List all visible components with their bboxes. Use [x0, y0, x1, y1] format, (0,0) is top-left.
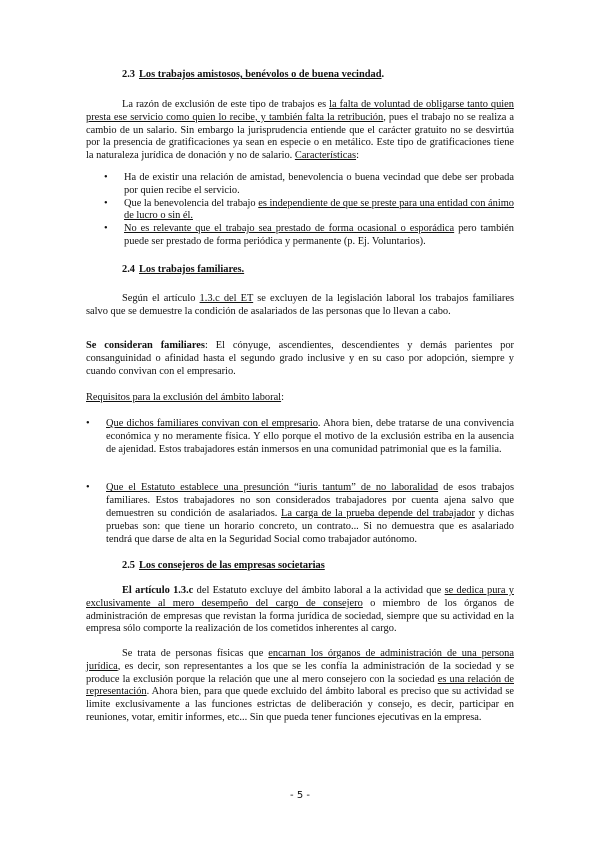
underlined-text: es independiente de que se preste para una entidad con ánimo de lucro o sin él.	[124, 197, 514, 222]
bullet-icon: •	[86, 418, 90, 429]
bullet-icon: •	[104, 172, 108, 183]
paragraph-2-4-intro	[86, 293, 514, 319]
text-run: La razón de exclusión de este tipo de trabajos es	[122, 99, 330, 110]
section-title: Los trabajos familiares.	[139, 264, 245, 275]
underlined-text: es una relación de representación	[86, 673, 515, 698]
paragraph-2-3-intro: La razón de exclusión de este tipo de trabajos es la falta de voluntad de obligarse tanto quien presta ese servicio como quien lo recibe, y también falta la retribución, pues el trabajo no se realiza a cambio de un salario. Sin embargo la jurisprudencia entiende que el carácter gratuito no se desvirtúa por la presencia de gratificaciones ya sean en especie o en metálico. Este tipo de gratificaciones tiene la naturaleza jurídica de donación y no de salario. Características:	[86, 99, 515, 162]
underlined-text: 1.3.c del ET	[199, 293, 254, 304]
bullet-icon: •	[104, 223, 108, 235]
text-run: Se trata de personas físicas que	[122, 648, 269, 659]
list-item	[86, 482, 514, 546]
paragraph-consejeros	[86, 648, 514, 725]
underlined-text: Requisitos para la exclusión del ámbito laboral	[86, 392, 282, 403]
underlined-text: Que el Estatuto establece una presunción “iuris tantum” de no laboralidad	[106, 482, 439, 494]
bullet-icon: •	[104, 197, 108, 209]
paragraph-familiares	[86, 340, 514, 378]
text-run: , es decir, son representantes a los que se les confía la administración de la sociedad y se produce la exclusión porque la relación que une al mero consejero con la sociedad	[86, 660, 514, 685]
underlined-text: Que dichos familiares convivan con el empresario	[106, 418, 318, 429]
bold-text: El artículo 1.3.c	[122, 585, 194, 596]
list-item-text: Ha de existir una relación de amistad, benevolencia o buena vecindad que debe ser probada por quien recibe el servicio.	[124, 172, 514, 196]
paragraph-2-5-intro	[86, 585, 514, 636]
list-item	[104, 172, 514, 198]
bullet-icon: •	[86, 482, 90, 494]
list-item-text: de esos trabajos familiares. Estos trabajadores no son considerados trabajadores por cuenta ajena salvo que demuestren su condición de asalariados.	[106, 482, 515, 519]
section-heading-2-3: 2.3 Los trabajos amistosos, benévolos o de buena vecindad.	[122, 69, 385, 80]
text-run: se excluyen de la legislación laboral los trabajos familiares salvo que se demuestre la condición de asalariados de las personas que lo llevan a cabo.	[86, 293, 515, 317]
section-title: Los trabajos amistosos, benévolos o de buena vecindad	[139, 69, 382, 80]
list-item-text: . Ahora bien, debe tratarse de una convivencia económica y no meramente física. Y ello porque el motivo de la exclusión estriba en la ausencia de ajenidad. Estos trabajadores están inmersos en una comunidad patrimonial que es la familia.	[106, 418, 514, 455]
section-number: 2.5	[122, 560, 135, 571]
underlined-text: se dedica pura y exclusivamente al mero desempeño del cargo de consejero	[86, 585, 514, 609]
page-number: - 5 -	[290, 790, 310, 801]
text-run: Según el artículo	[122, 293, 200, 304]
underlined-text: La carga de la prueba depende del trabajador	[281, 507, 475, 519]
section-title: Los consejeros de las empresas societarias	[139, 560, 325, 571]
text-run: , pues el trabajo no se realiza a cambio de un salario. Sin embargo la jurisprudencia entiende que el carácter gratuito no se desvirtúa por la presencia de gratificaciones ya sean en especie o en metálico. Este tipo de gratificaciones tiene la naturaleza jurídica de donación y no de salario.	[86, 111, 515, 162]
text-run: : El cónyuge, ascendientes, descendientes y demás parientes por consanguinidad o afinidad hasta el segundo grado inclusive y en su caso por adopción, siempre y cuando convivan con el empresario.	[86, 340, 515, 377]
section-heading-2-4	[122, 264, 514, 277]
bullet-list-2-4	[86, 418, 514, 546]
text-run: o miembro de los órganos de administración de empresas que revistan la forma jurídica de sociedad, siempre que su actividad en la empresa sólo comporte la realización de los cometidos inherentes al cargo.	[86, 597, 514, 635]
list-item-text: pero también puede ser prestado de forma periódica y permanente (p. Ej. Voluntarios).	[124, 223, 514, 247]
underlined-text: la falta de voluntad de obligarse tanto quien presta ese servicio como quien lo recibe, y también falta la retribución	[86, 99, 514, 123]
list-item	[104, 223, 514, 249]
list-item	[86, 418, 514, 456]
bullet-list-2-3	[104, 172, 514, 249]
text-run: . Ahora bien, para que quede excluido del ámbito laboral es preciso que su actividad se limite exclusivamente a las funciones estrictas de deliberación y consejo, es decir, participar en reuniones, votar, emitir informes, etc... Sin que pueda tener funciones ejecutivas en la empresa.	[86, 686, 514, 723]
text-run: del Estatuto excluye del ámbito laboral a la actividad que	[193, 585, 445, 596]
list-item-text: Que la benevolencia del trabajo	[124, 197, 259, 209]
bold-text: Se consideran familiares	[86, 340, 205, 351]
section-number: 2.3	[122, 69, 135, 80]
section-heading-2-5	[122, 560, 514, 573]
requirements-label	[86, 392, 514, 405]
underlined-text: Características	[294, 150, 357, 162]
text-run: :	[281, 392, 284, 403]
underlined-text: encarnan los órganos de administración de una persona jurídica	[86, 648, 514, 672]
section-number: 2.4	[122, 264, 135, 275]
underlined-text: No es relevante que el trabajo sea prestado de forma ocasional o esporádica	[124, 223, 455, 235]
list-item	[104, 198, 514, 224]
list-item-text: y dichas pruebas son: que tiene un horario concreto, un contrato... Si no demuestra que es asalariado tendrá que darse de alta en la Seguridad Social como trabajador autónomo.	[106, 507, 514, 545]
